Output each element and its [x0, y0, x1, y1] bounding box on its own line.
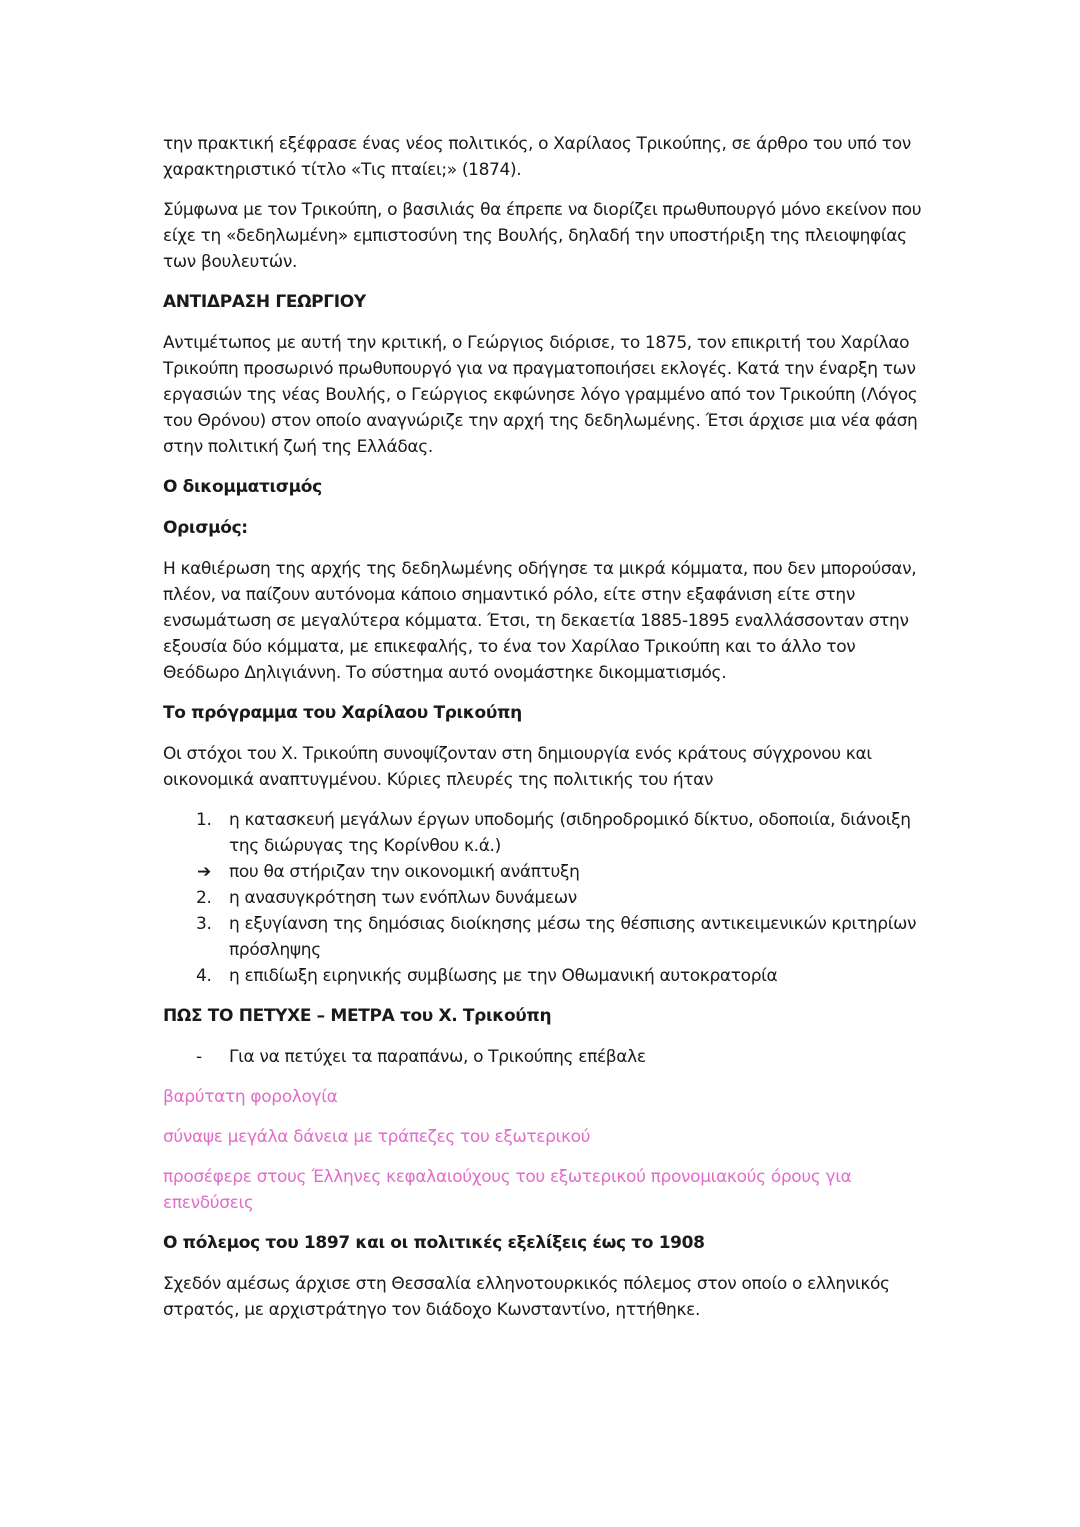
list-item-text: που θα στήριζαν την οικονομική ανάπτυξη: [229, 862, 580, 882]
measures-intro: [163, 1044, 923, 1070]
list-marker: 3.: [196, 914, 212, 934]
list-marker: 1.: [196, 810, 212, 830]
measure-item: σύναψε μεγάλα δάνεια με τράπεζες του εξωτερικού: [163, 1127, 591, 1147]
document-page: [163, 131, 923, 1337]
measure-item: προσέφερε στους Έλληνες κεφαλαιούχους του εξωτερικού προνομιακούς όρους για επενδύσεις: [163, 1167, 852, 1213]
program-list: [163, 807, 923, 989]
list-item-text: η ανασυγκρότηση των ενόπλων δυνάμεων: [229, 888, 577, 908]
list-marker: 2.: [196, 888, 212, 908]
paragraph-georgios-1875: Αντιμέτωπος με αυτή την κριτική, ο Γεώργιος διόρισε, το 1875, τον επικριτή του Χαρίλαο Τρικούπη προσωρινό πρωθυπουργό για να πραγματοποιήσει εκλογές. Κατά την έναρξη των εργασιών της νέας Βουλής, ο Γεώργιος εκφώνησε λόγο γραμμένο από τον Τρικούπη (Λόγος του Θρόνου) στον οποίο αναγνώριζε την αρχή της δεδηλωμένης. Έτσι άρχισε μια νέα φάση στην πολιτική ζωή της Ελλάδας.: [163, 333, 918, 457]
measures-intro-text: Για να πετύχει τα παραπάνω, ο Τρικούπης επέβαλε: [229, 1047, 646, 1067]
heading-trikoupis-program: Το πρόγραμμα του Χαρίλαου Τρικούπη: [163, 703, 522, 723]
list-item-text: η κατασκευή μεγάλων έργων υποδομής (σιδηροδρομικό δίκτυο, οδοποιία, διάνοιξη της διώρυγας της Κορίνθου κ.ά.): [229, 810, 911, 856]
arrow-right-icon: ➔: [197, 862, 211, 882]
heading-bipartism: Ο δικομματισμός: [163, 477, 322, 497]
list-item-text: η εξυγίανση της δημόσιας διοίκησης μέσω της θέσπισης αντικειμενικών κριτηρίων πρόσληψης: [229, 914, 917, 960]
paragraph-bipartism-definition: Η καθιέρωση της αρχής της δεδηλωμένης οδήγησε τα μικρά κόμματα, που δεν μπορούσαν, πλέον, να παίζουν αυτόνομα κάποιο σημαντικό ρόλο, είτε στην εξαφάνιση είτε στην ενσωμάτωση σε μεγαλύτερα κόμματα. Έτσι, τη δεκαετία 1885-1895 εναλλάσσονταν στην εξουσία δύο κόμματα, με επικεφαλής, το ένα τον Χαρίλαο Τρικούπη και το άλλο τον Θεόδωρο Δηλιγιάννη. Το σύστημα αυτό ονομάστηκε δικομματισμός.: [163, 559, 917, 683]
list-item: [163, 963, 923, 989]
paragraph-tis-ptaiei: την πρακτική εξέφρασε ένας νέος πολιτικός, ο Χαρίλαος Τρικούπης, σε άρθρο του υπό τον χαρακτηριστικό τίτλο «Τις πταίει;» (1874).: [163, 134, 911, 180]
heading-reaction-georgios: ΑΝΤΙΔΡΑΣΗ ΓΕΩΡΓΙΟΥ: [163, 292, 366, 312]
paragraph-dedilomeni: Σύμφωνα με τον Τρικούπη, ο βασιλιάς θα έπρεπε να διορίζει πρωθυπουργό μόνο εκείνον που είχε τη «δεδηλωμένη» εμπιστοσύνη της Βουλής, δηλαδή την υποστήριξη της πλειοψηφίας των βουλευτών.: [163, 200, 922, 272]
list-item: [163, 885, 923, 911]
paragraph-program-goals: Οι στόχοι του Χ. Τρικούπη συνοψίζονταν στη δημιουργία ενός κράτους σύγχρονου και οικονομικά αναπτυγμένου. Κύριες πλευρές της πολιτικής του ήταν: [163, 744, 872, 790]
heading-war-1897: Ο πόλεμος του 1897 και οι πολιτικές εξελίξεις έως το 1908: [163, 1233, 705, 1253]
heading-definition: Ορισμός:: [163, 518, 248, 538]
paragraph-war-1897: Σχεδόν αμέσως άρχισε στη Θεσσαλία ελληνοτουρκικός πόλεμος στον οποίο ο ελληνικός στρατός, με αρχιστράτηγο τον διάδοχο Κωνσταντίνο, ηττήθηκε.: [163, 1274, 890, 1320]
list-marker: 4.: [196, 966, 212, 986]
list-item: [163, 807, 923, 859]
dash-marker: -: [196, 1047, 202, 1067]
list-item-text: η επιδίωξη ειρηνικής συμβίωσης με την Οθωμανική αυτοκρατορία: [229, 966, 778, 986]
list-item: [163, 911, 923, 963]
heading-measures: ΠΩΣ ΤΟ ΠΕΤΥΧΕ – ΜΕΤΡΑ του Χ. Τρικούπη: [163, 1006, 552, 1026]
list-item: [163, 859, 923, 885]
measure-item: βαρύτατη φορολογία: [163, 1087, 338, 1107]
